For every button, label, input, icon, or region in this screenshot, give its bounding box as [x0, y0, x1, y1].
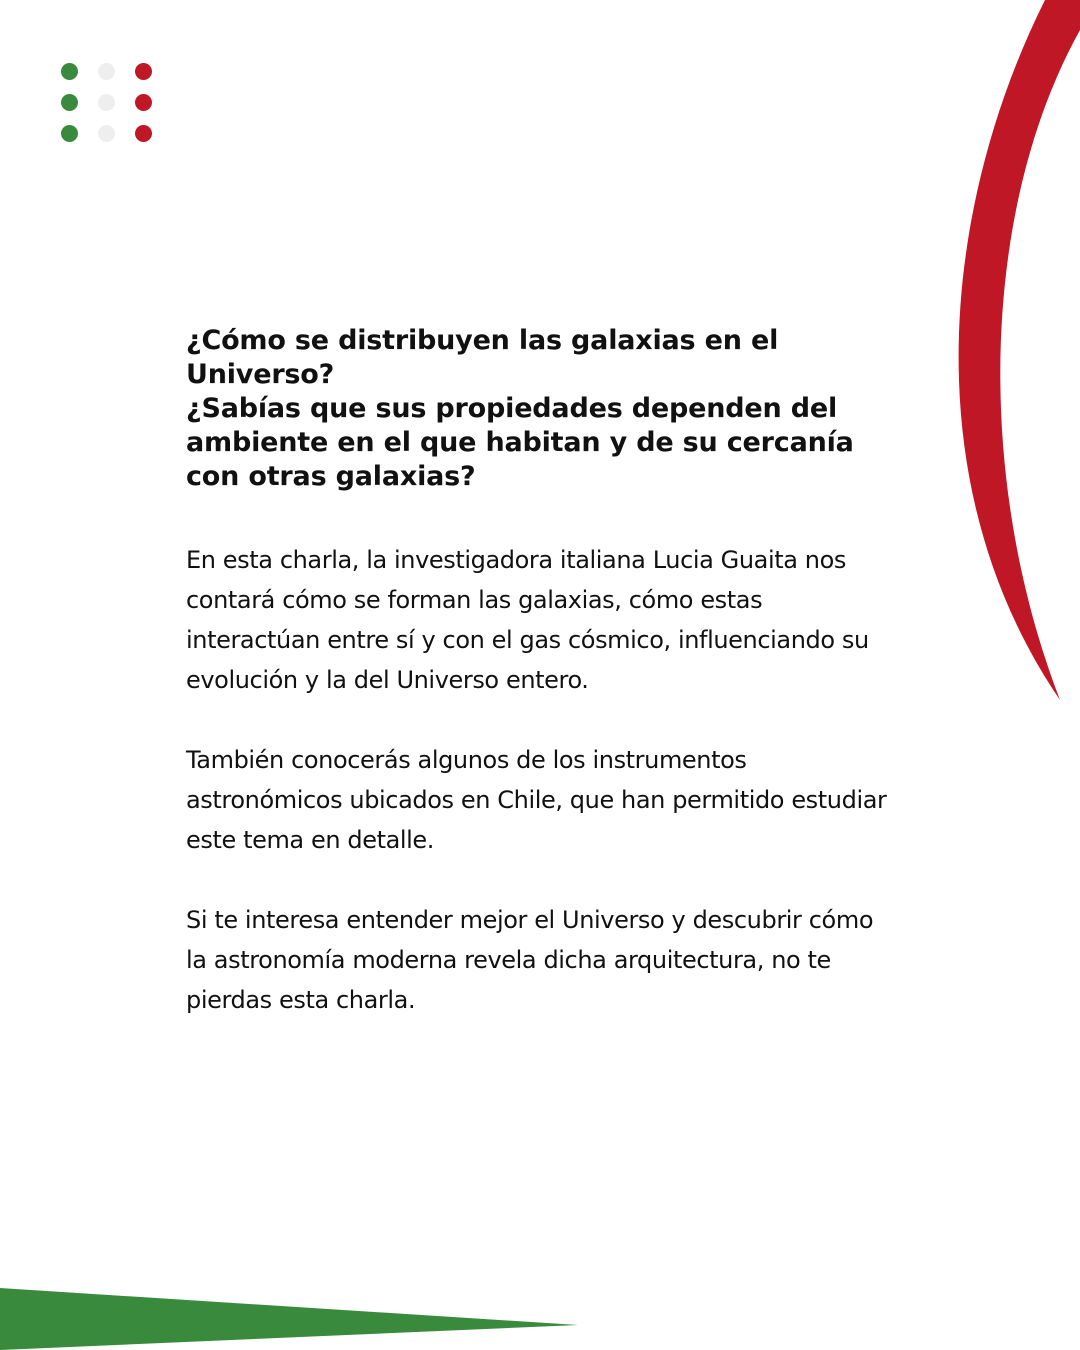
green-wedge-shape [0, 1288, 578, 1350]
body-paragraph-closing: Si te interesa entender mejor el Universo y descubrir cómo la astronomía moderna revela dicha arquitectura, no te pierdas esta charla. [186, 906, 874, 1014]
main-content [186, 324, 896, 1020]
page-heading [186, 324, 896, 494]
heading-line: con otras galaxias? [186, 461, 476, 492]
heading-line: ambiente en el que habitan y de su cercanía [186, 427, 854, 458]
heading-line: ¿Cómo se distribuyen las galaxias en el [186, 325, 779, 356]
heading-line: Universo? [186, 359, 335, 390]
body-paragraph-instruments: También conocerás algunos de los instrumentos astronómicos ubicados en Chile, que han permitido estudiar este tema en detalle. [186, 746, 887, 854]
red-crescent-shape [959, 0, 1080, 700]
heading-line: ¿Sabías que sus propiedades dependen del [186, 393, 838, 424]
body-paragraph-intro: En esta charla, la investigadora italiana Lucia Guaita nos contará cómo se forman las galaxias, cómo estas interactúan entre sí y con el gas cósmico, influenciando su evolución y la del Universo entero. [186, 546, 869, 694]
